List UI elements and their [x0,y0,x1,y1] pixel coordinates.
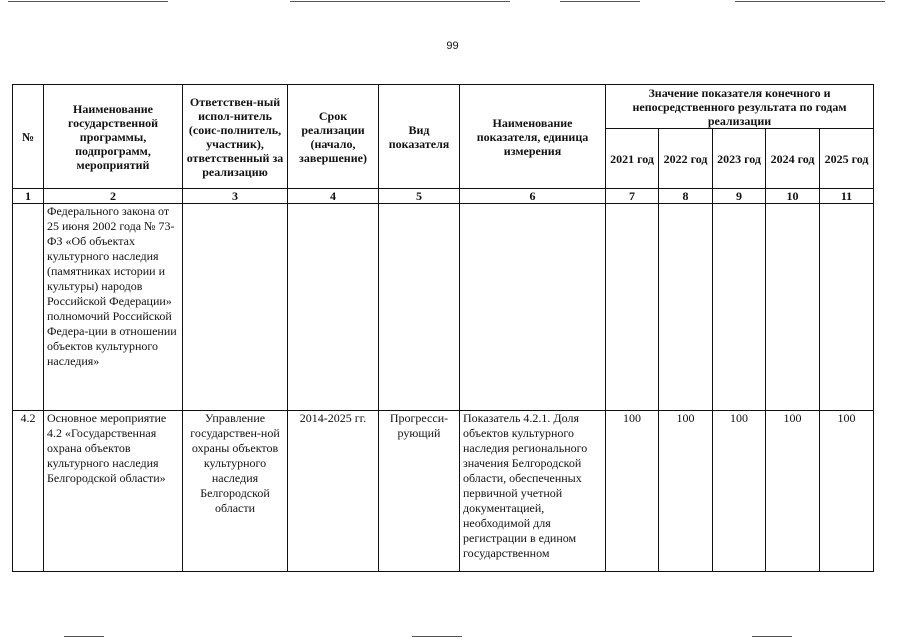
header-name: Наименование государственной программы, подпрограмм, мероприятий [44,85,183,189]
scan-line-top [290,1,510,2]
row-executor [183,204,288,411]
column-number: 10 [766,189,820,204]
column-number-row [13,189,874,204]
row-type [379,204,460,411]
header-executor: Ответствен-ный испол-нитель (соис-полнитель, участник), ответственный за реализацию [183,85,288,189]
header-type: Вид показателя [379,85,460,189]
row-name: Федерального закона от 25 июня 2002 года № 73-ФЗ «Об объектах культурного наследия (памятниках истории и культуры) народов Российской Федерации» полномочий Российской Федера-ции в отношении объектов культурного наследия» [44,204,183,411]
row-period: 2014-2025 гг. [288,411,379,572]
header-num: № [13,85,44,189]
header-values-group: Значение показателя конечного и непосредственного результата по годам реализации [606,85,874,129]
column-number: 7 [606,189,659,204]
row-indicator: Показатель 4.2.1. Доля объектов культурного наследия регионального значения Белгородской области, обеспеченных первичной учетной документацией, необходимой для регистрации в едином государственном [460,411,606,572]
column-number: 6 [460,189,606,204]
column-number: 3 [183,189,288,204]
row-num: 4.2 [13,411,44,572]
row-value [659,204,713,411]
header-year: 2022 год [659,129,713,189]
row-value: 100 [820,411,874,572]
row-value: 100 [766,411,820,572]
header-year: 2021 год [606,129,659,189]
column-number: 1 [13,189,44,204]
row-num [13,204,44,411]
table-row [13,204,874,411]
row-indicator [460,204,606,411]
scan-line-bottom [412,636,462,637]
row-value [606,204,659,411]
row-executor: Управление государствен-ной охраны объектов культурного наследия Белгородской области [183,411,288,572]
row-value [713,204,766,411]
header-row-1 [13,85,874,129]
row-type: Прогресси-рующий [379,411,460,572]
header-indicator: Наименование показателя, единица измерения [460,85,606,189]
column-number: 8 [659,189,713,204]
column-number: 4 [288,189,379,204]
scan-line-top [735,1,885,2]
column-number: 5 [379,189,460,204]
row-value: 100 [713,411,766,572]
column-number: 11 [820,189,874,204]
scan-line-top [560,1,640,2]
header-year: 2024 год [766,129,820,189]
column-number: 2 [44,189,183,204]
row-period [288,204,379,411]
header-year: 2025 год [820,129,874,189]
row-name: Основное мероприятие 4.2 «Государственная охрана объектов культурного наследия Белгородской области» [44,411,183,572]
header-period: Срок реализации (начало, завершение) [288,85,379,189]
scan-line-bottom [64,636,104,637]
scan-line-top [8,1,168,2]
table-row [13,411,874,572]
row-value [766,204,820,411]
row-value: 100 [659,411,713,572]
header-year: 2023 год [713,129,766,189]
page-number: 99 [446,40,459,52]
indicators-table [12,84,874,572]
row-value [820,204,874,411]
column-number: 9 [713,189,766,204]
scan-line-bottom [752,636,792,637]
row-value: 100 [606,411,659,572]
